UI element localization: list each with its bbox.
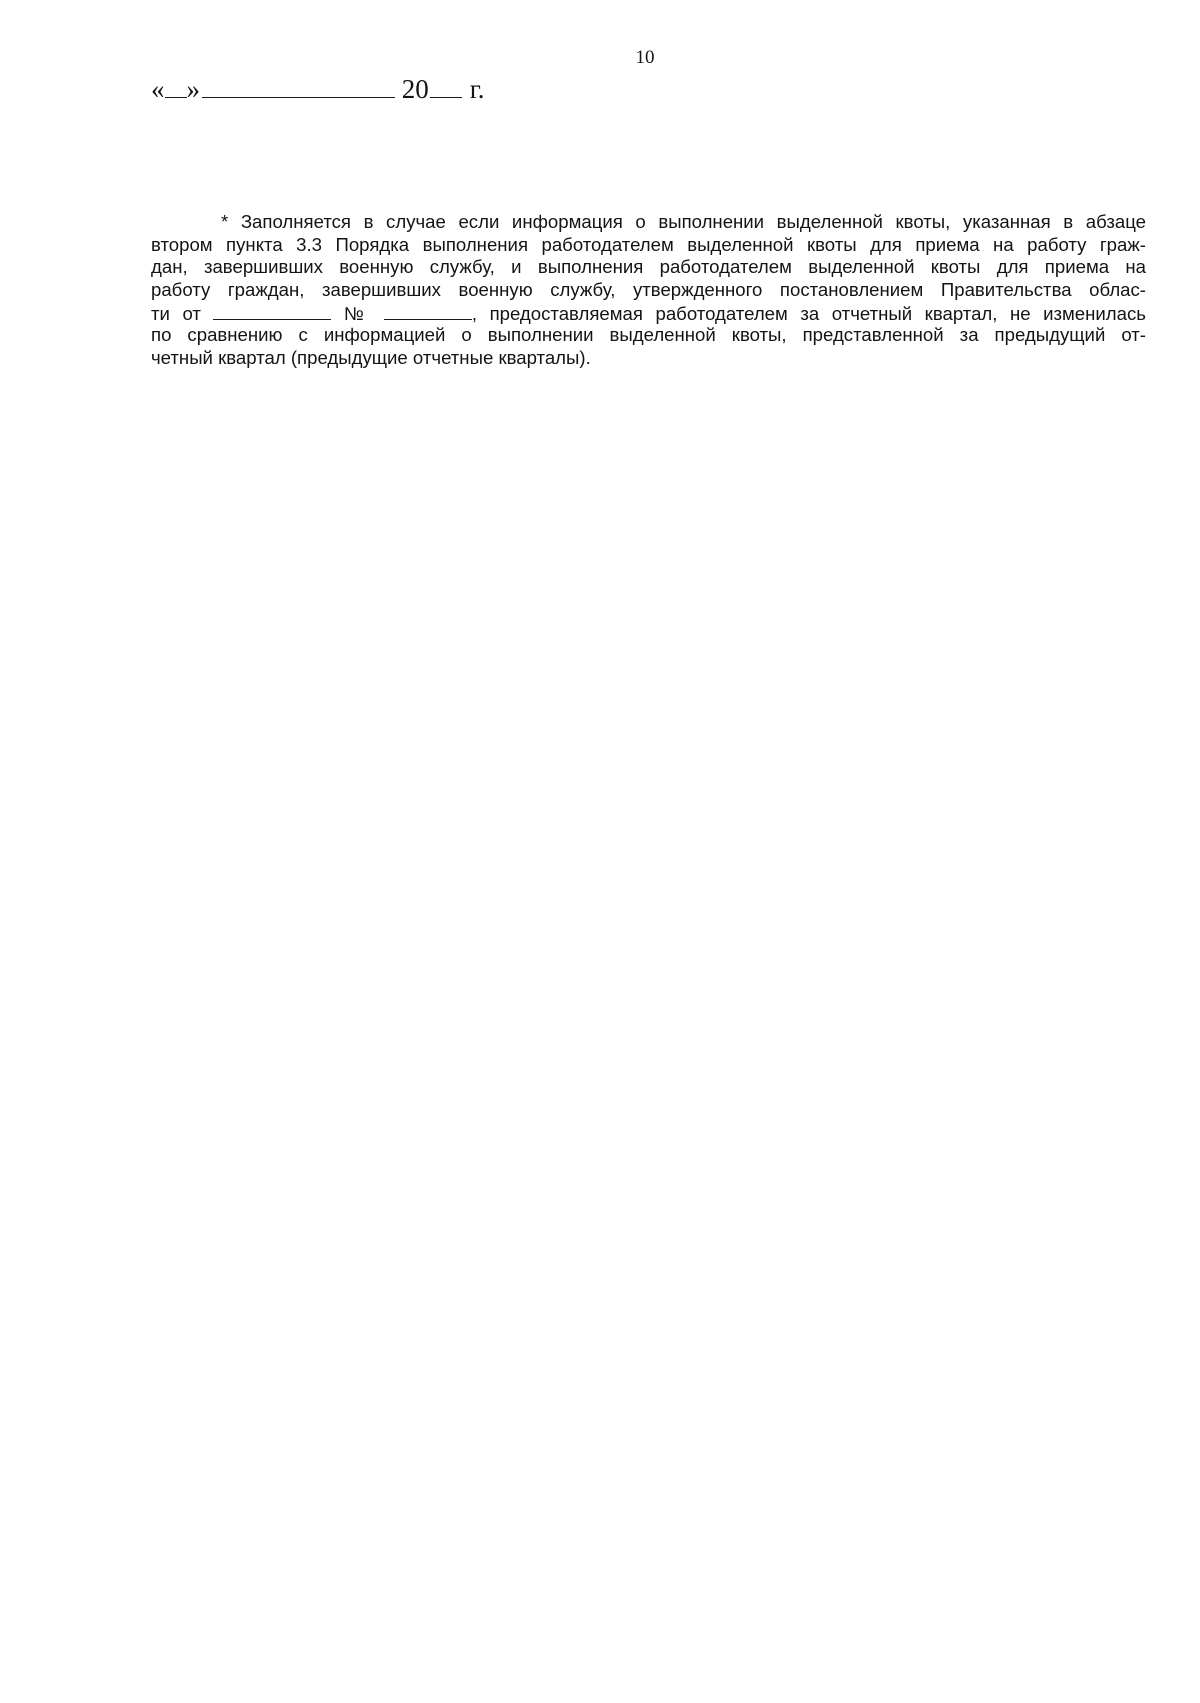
footnote-line-with-blanks [151,301,1146,324]
footnote-line: дан, завершивших военную службу, и выполнения работодателем выделенной квоты для приема на [151,256,1146,278]
footnote-line: по сравнению с информацией о выполнении выделенной квоты, представленной за предыдущий от- [151,323,1146,345]
footnote-line: втором пункта 3.3 Порядка выполнения работодателем выделенной квоты для приема на работу граж- [151,233,1146,255]
month-blank [202,75,395,98]
footnote-line: четный квартал (предыдущие отчетные кварталы). [151,346,591,368]
resolution-date-blank [213,301,331,320]
year-prefix: 20 [401,74,429,104]
footnote [151,211,1146,369]
footnote-line-tail: , предоставляемая работодателем за отчетный квартал, не изменилась [471,303,1146,324]
footnote-line: работу граждан, завершивших военную службу, утвержденного постановлением Правительства облас- [151,278,1146,300]
open-quote: « [151,74,165,104]
number-sign: № [344,303,372,324]
date-from-label: ти от [151,303,201,324]
resolution-number-blank [384,301,472,320]
footnote-line: * Заполняется в случае если информация о выполнении выделенной квоты, указанная в абзаце [221,211,1146,232]
date-line [151,72,485,106]
year-blank [430,75,462,98]
close-quote: » [186,74,200,104]
page-number: 10 [635,47,655,68]
year-suffix: г. [469,74,485,104]
day-blank [165,77,187,98]
